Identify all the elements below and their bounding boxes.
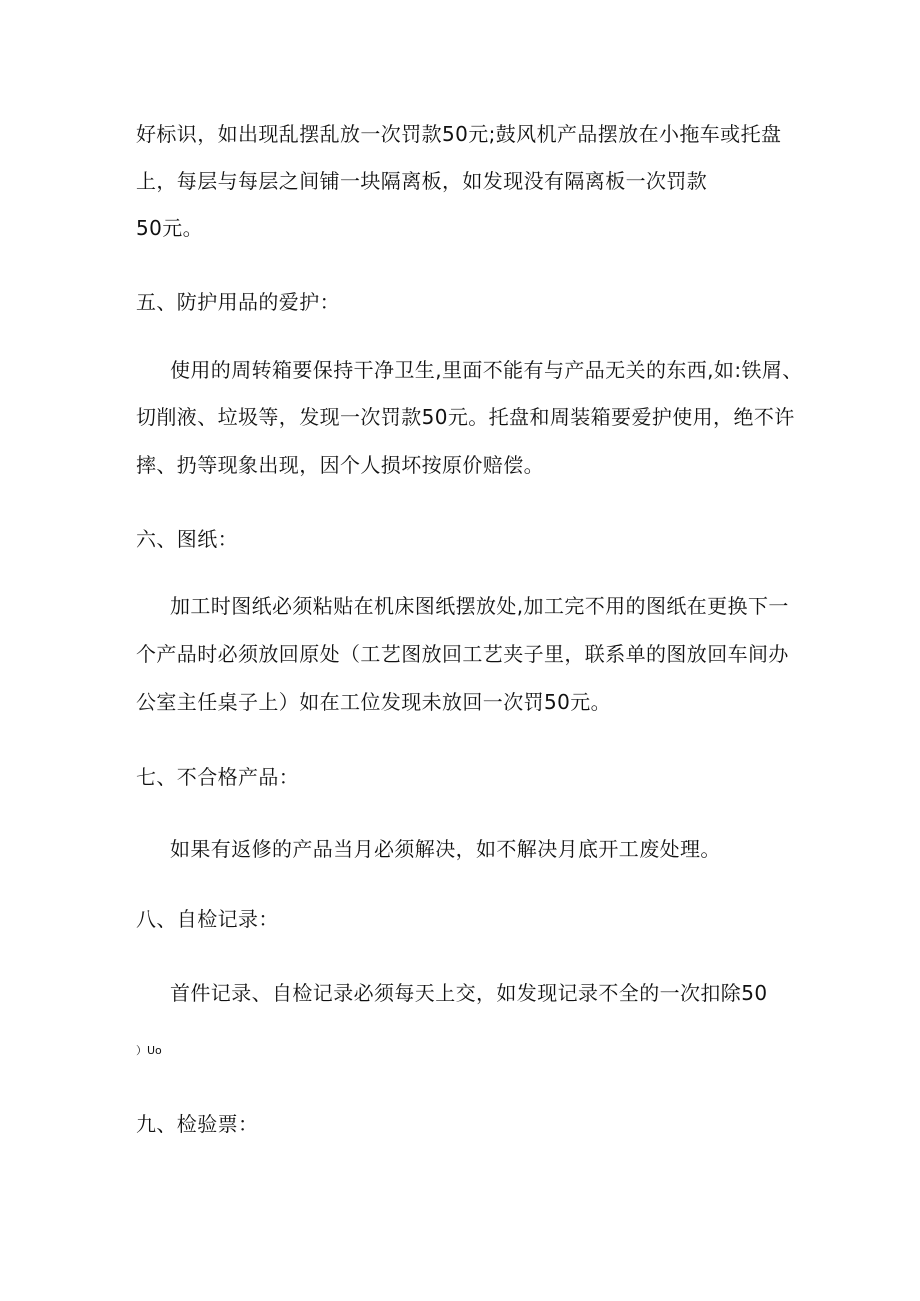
section-heading: 六、图纸： <box>136 527 238 551</box>
paragraph-line: 如果有返修的产品当月必须解决，如不解决月底开工废处理。 <box>170 837 721 861</box>
paragraph-line: 首件记录、自检记录必须每天上交，如发现记录不全的一次扣除50 <box>170 981 768 1005</box>
section-heading: 八、自检记录： <box>136 907 279 931</box>
section-heading: 九、检验票： <box>136 1112 259 1136</box>
paragraph-line: 上，每层与每层之间铺一块隔离板，如发现没有隔离板一次罚款 <box>136 169 708 193</box>
paragraph-line: 好标识，如出现乱摆乱放一次罚款50元;鼓风机产品摆放在小拖车或托盘 <box>136 122 782 146</box>
paragraph-line: 公室主任桌子上）如在工位发现未放回一次罚50元。 <box>136 690 612 714</box>
paragraph-line: 摔、扔等现象出现，因个人损坏按原价赔偿。 <box>136 453 544 477</box>
section-heading: 七、不合格产品： <box>136 765 300 789</box>
section-heading: 五、防护用品的爱护： <box>136 290 340 314</box>
paragraph-line: 使用的周转箱要保持干净卫生,里面不能有与产品无关的东西,如:铁屑、 <box>170 358 803 382</box>
paragraph-line: 加工时图纸必须粘贴在机床图纸摆放处,加工完不用的图纸在更换下一 <box>170 594 789 618</box>
paragraph-fragment: ）Uo <box>136 1044 162 1057</box>
paragraph-line: 切削液、垃圾等，发现一次罚款50元。托盘和周装箱要爱护使用，绝不许 <box>136 405 795 429</box>
paragraph-line: 50元。 <box>136 216 204 240</box>
paragraph-line: 个产品时必须放回原处（工艺图放回工艺夹子里，联系单的图放回车间办 <box>136 642 789 666</box>
